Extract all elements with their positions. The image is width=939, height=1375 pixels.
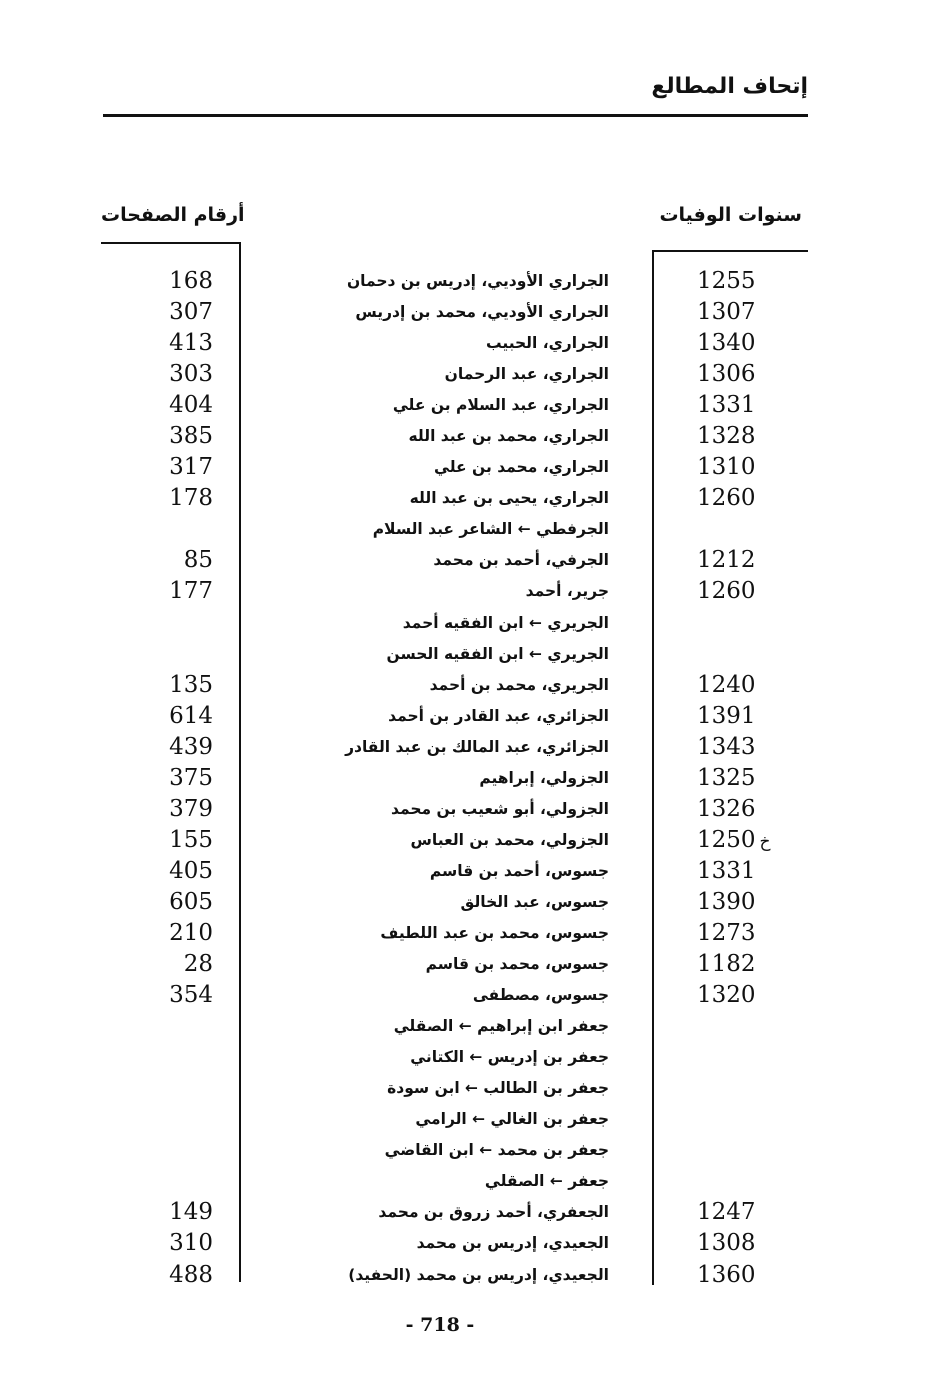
entry-name: الجراري، محمد بن عبد الله — [408, 427, 609, 446]
death-year-value: 1310 — [697, 454, 756, 481]
death-year-value: 1260 — [697, 578, 756, 605]
page-reference: 605 — [169, 888, 213, 915]
header-rule — [103, 114, 808, 117]
death-year-value: 1255 — [697, 268, 756, 294]
page-reference: 354 — [169, 982, 213, 1009]
death-year-value: 1331 — [697, 392, 756, 419]
entry-name: الجراري الأوديي، محمد بن إدريس — [355, 303, 609, 322]
years-column-rule — [652, 250, 808, 252]
death-year — [697, 297, 787, 328]
index-row — [0, 514, 939, 545]
death-year — [697, 390, 787, 421]
death-year — [697, 421, 787, 452]
index-row — [0, 794, 939, 825]
page-reference: 404 — [169, 392, 213, 419]
page-reference: 168 — [169, 268, 213, 294]
page-reference: 413 — [169, 330, 213, 357]
death-year-value: 1328 — [697, 423, 756, 450]
entry-name: الجزولي، أبو شعيب بن محمد — [390, 799, 609, 818]
index-row — [0, 545, 939, 576]
death-year — [697, 701, 787, 732]
index-row — [0, 452, 939, 483]
page-reference: 385 — [169, 423, 213, 450]
entry-name: الجراري الأوديي، إدريس بن دحمان — [346, 272, 609, 290]
death-year — [697, 825, 787, 858]
entry-name: الجعيدي، إدريس بن محمد — [416, 1234, 609, 1253]
index-row — [0, 763, 939, 794]
death-year-value: 1340 — [697, 330, 756, 357]
death-year — [697, 732, 787, 763]
index-row — [0, 825, 939, 856]
entry-name: جعفر بن الغالي ← الرامي — [415, 1110, 609, 1129]
index-row — [0, 421, 939, 452]
entry-name: الجريري ← ابن الفقيه الحسن — [386, 644, 609, 663]
index-row — [0, 390, 939, 421]
page-reference: 379 — [169, 795, 213, 822]
years-column-heading: سنوات الوفيات — [659, 204, 802, 226]
death-year — [697, 1197, 787, 1228]
death-year-value: 1308 — [697, 1230, 756, 1257]
death-year-value: 1325 — [697, 764, 756, 791]
death-year — [697, 763, 787, 794]
page-reference: 28 — [183, 951, 213, 978]
index-row — [0, 980, 939, 1011]
entry-name: الجريري ← ابن الفقيه أحمد — [402, 613, 609, 632]
year-note: خ — [759, 831, 771, 852]
entry-name: الجراري، محمد بن علي — [434, 458, 609, 477]
page-reference: 310 — [169, 1230, 213, 1257]
index-row — [0, 359, 939, 390]
index-row — [0, 1166, 939, 1197]
page-reference: 405 — [169, 857, 213, 884]
death-year — [697, 266, 787, 297]
entry-name: جعفر ابن إبراهيم ← الصقلي — [393, 1017, 609, 1036]
index-row — [0, 1135, 939, 1166]
death-year — [697, 980, 787, 1011]
entry-name: جسوس، محمد بن عبد اللطيف — [380, 923, 609, 942]
entry-name: جعفر بن إدريس ← الكتاني — [410, 1048, 609, 1067]
index-row — [0, 918, 939, 949]
page-reference: 303 — [169, 361, 213, 388]
index-row — [0, 1197, 939, 1228]
entry-name: الجرفي، أحمد بن محمد — [433, 551, 609, 570]
index-row — [0, 856, 939, 887]
death-year-value: 1212 — [697, 547, 756, 574]
page-reference: 439 — [169, 733, 213, 760]
page-reference: 155 — [169, 826, 213, 853]
death-year-value: 1247 — [697, 1199, 756, 1226]
death-year-value: 1320 — [697, 982, 756, 1009]
death-year — [697, 670, 787, 701]
entry-name: جعفر ← الصقلي — [484, 1172, 609, 1191]
death-year-value: 1390 — [697, 888, 756, 915]
entry-name: الجعيدي، إدريس بن محمد (الحفيد) — [348, 1265, 609, 1284]
entry-name: الجعفري، أحمد زروق بن محمد — [378, 1203, 609, 1222]
death-year — [697, 545, 787, 576]
entry-name: الجزولي، محمد بن العباس — [410, 830, 609, 849]
index-row — [0, 576, 939, 607]
entry-name: الجزولي، إبراهيم — [479, 768, 609, 787]
death-year-value: 1182 — [697, 951, 756, 978]
death-year-value: 1240 — [697, 671, 756, 698]
entry-name: الجراري، يحيى بن عبد الله — [409, 489, 609, 508]
index-row — [0, 639, 939, 670]
index-row — [0, 670, 939, 701]
page-reference: 375 — [169, 764, 213, 791]
death-year — [697, 1260, 787, 1291]
death-year — [697, 918, 787, 949]
index-row — [0, 1104, 939, 1135]
death-year-value: 1391 — [697, 702, 756, 729]
entry-name: الجرفطي ← الشاعر عبد السلام — [372, 520, 609, 539]
entry-name: جرير، أحمد — [525, 582, 609, 601]
page-reference: 317 — [169, 454, 213, 481]
index-row — [0, 1228, 939, 1259]
entry-name: جسوس، محمد بن قاسم — [425, 955, 609, 974]
page-reference: 307 — [169, 299, 213, 326]
running-title: إتحاف المطالع — [651, 74, 808, 99]
death-year — [697, 887, 787, 918]
index-row — [0, 266, 939, 297]
entry-name: الجراري، الحبيب — [485, 334, 609, 353]
death-year-value: 1306 — [697, 361, 756, 388]
entry-name: الجريري، محمد بن أحمد — [429, 675, 609, 694]
page-reference: 135 — [169, 671, 213, 698]
index-row — [0, 328, 939, 359]
index-row — [0, 732, 939, 763]
death-year — [697, 576, 787, 607]
entry-name: جسوس، أحمد بن قاسم — [429, 861, 609, 880]
index-row — [0, 701, 939, 732]
pages-column-heading: أرقام الصفحات — [101, 204, 245, 226]
death-year — [697, 949, 787, 980]
entry-name: الجزائري، عبد المالك بن عبد القادر — [345, 737, 609, 756]
entry-name: الجراري، عبد السلام بن علي — [392, 396, 609, 415]
death-year-value: 1260 — [697, 485, 756, 512]
index-row — [0, 1260, 939, 1291]
index-row — [0, 608, 939, 639]
entry-name: جعفر بن الطالب ← ابن سودة — [387, 1079, 609, 1098]
index-entries — [0, 266, 939, 1291]
death-year — [697, 483, 787, 514]
death-year-value: 1326 — [697, 795, 756, 822]
page-reference: 488 — [169, 1261, 213, 1288]
index-row — [0, 1011, 939, 1042]
entry-name: جسوس، مصطفى — [472, 986, 609, 1005]
page-reference: 149 — [169, 1199, 213, 1226]
death-year-value: 1331 — [697, 857, 756, 884]
death-year — [697, 452, 787, 483]
index-row — [0, 1042, 939, 1073]
pages-column-rule — [101, 242, 241, 244]
page-reference: 178 — [169, 485, 213, 512]
page-reference: 614 — [169, 702, 213, 729]
page-reference: 210 — [169, 919, 213, 946]
index-row — [0, 1073, 939, 1104]
entry-name: الجزائري، عبد القادر بن أحمد — [388, 706, 609, 725]
page-reference: 177 — [169, 578, 213, 605]
death-year-value: 1250 — [697, 826, 756, 853]
death-year-value: 1307 — [697, 299, 756, 326]
death-year-value: 1273 — [697, 919, 756, 946]
death-year — [697, 328, 787, 359]
death-year — [697, 794, 787, 825]
page-number: - 718 - — [405, 1314, 475, 1336]
index-row — [0, 297, 939, 328]
page-reference: 85 — [183, 547, 213, 574]
death-year — [697, 359, 787, 390]
index-row — [0, 483, 939, 514]
index-row — [0, 949, 939, 980]
death-year — [697, 856, 787, 887]
death-year-value: 1360 — [697, 1261, 756, 1288]
index-row — [0, 887, 939, 918]
entry-name: جسوس، عبد الخالق — [460, 892, 609, 911]
death-year — [697, 1228, 787, 1259]
entry-name: جعفر بن محمد ← ابن القاضي — [384, 1141, 609, 1160]
death-year-value: 1343 — [697, 733, 756, 760]
entry-name: الجراري، عبد الرحمان — [444, 365, 609, 384]
